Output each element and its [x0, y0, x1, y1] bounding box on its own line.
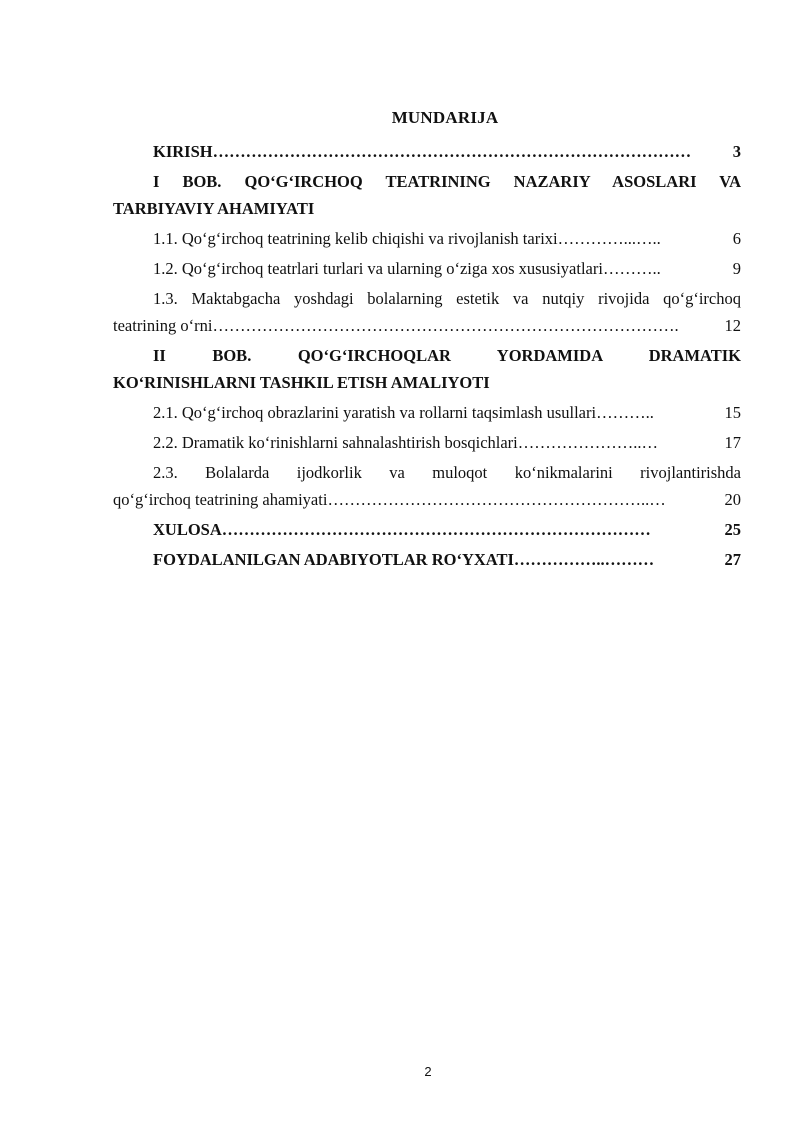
toc-entry-1-1: [113, 227, 741, 251]
toc-page-number: 15: [724, 403, 741, 422]
toc-entry-label-line: 1.3. Maktabgacha yoshdagi bolalarning estetik va nutqiy rivojida qo‘g‘irchoq: [153, 289, 741, 308]
toc-chapter-1: [113, 170, 741, 221]
toc-page-number: 17: [724, 433, 741, 452]
toc-entry-label: 1.1. Qo‘g‘irchoq teatrining kelib chiqishi va rivojlanish tarixi: [153, 229, 558, 248]
toc-entry-2-3: [113, 461, 741, 512]
toc-page-number: 3: [732, 142, 741, 161]
toc-entry-label-line: 2.3. Bolalarda ijodkorlik va muloqot ko‘nikmalarini rivojlantirishda: [153, 463, 741, 482]
toc-entry-1-2: [113, 257, 741, 281]
toc-leader-dots: ……………..………: [513, 550, 655, 569]
toc-chapter-2: [113, 344, 741, 395]
toc-page-number: 6: [732, 229, 741, 248]
toc-entry-label: KIRISH: [153, 142, 213, 161]
toc-leader-dots: ………..: [602, 259, 661, 278]
table-of-contents: [113, 140, 741, 572]
toc-entry-label: 2.1. Qo‘g‘irchoq obrazlarini yaratish va rollarni taqsimlash usullari: [153, 403, 597, 422]
toc-entry-2-1: [113, 401, 741, 425]
toc-page-number: 9: [732, 259, 741, 278]
toc-entry-label: 1.2. Qo‘g‘irchoq teatrlari turlari va ularning o‘ziga xos xususiyatlari: [153, 259, 603, 278]
toc-page-number: 25: [724, 520, 741, 539]
toc-leader-dots: ………..: [596, 403, 654, 422]
toc-leader-dots: ……………………………………………………………………: [221, 520, 651, 539]
page-number: 2: [424, 1064, 432, 1079]
toc-chapter-title-line: KO‘RINISHLARNI TASHKIL ETISH AMALIYOTI: [113, 373, 490, 392]
toc-entry-label: 2.2. Dramatik ko‘rinishlarni sahnalashtirish bosqichlari: [153, 433, 518, 452]
toc-leader-dots: ………………………………………………………………………….: [212, 316, 679, 335]
toc-entry-intro: [113, 140, 741, 164]
toc-leader-dots: …………………………………………………..…: [327, 490, 666, 509]
toc-chapter-title-line: I BOB. QO‘G‘IRCHOQ TEATRINING NAZARIY ASOSLARI VA: [153, 172, 741, 191]
toc-page-number: 27: [724, 550, 741, 569]
toc-chapter-title-line: TARBIYAVIY AHAMIYATI: [113, 199, 315, 218]
toc-leader-dots: ……………………………………………………………………………: [212, 142, 692, 161]
toc-entry-label: XULOSA: [153, 520, 222, 539]
toc-leader-dots: …………...…..: [557, 229, 661, 248]
toc-page-number: 12: [724, 316, 741, 335]
toc-leader-dots: …………………..…: [517, 433, 659, 452]
toc-entry-1-3: [113, 287, 741, 338]
page-title: MUNDARIJA: [391, 108, 499, 127]
toc-entry-label: teatrining o‘rni: [113, 316, 213, 335]
toc-entry-conclusion: [113, 518, 741, 542]
toc-chapter-title-line: II BOB. QO‘G‘IRCHOQLAR YORDAMIDA DRAMATIK: [153, 346, 741, 365]
toc-entry-references: [113, 548, 741, 572]
toc-entry-label: qo‘g‘irchoq teatrining ahamiyati: [113, 490, 328, 509]
toc-entry-2-2: [113, 431, 741, 455]
toc-entry-label: FOYDALANILGAN ADABIYOTLAR RO‘YXATI: [153, 550, 514, 569]
toc-page-number: 20: [724, 490, 741, 509]
